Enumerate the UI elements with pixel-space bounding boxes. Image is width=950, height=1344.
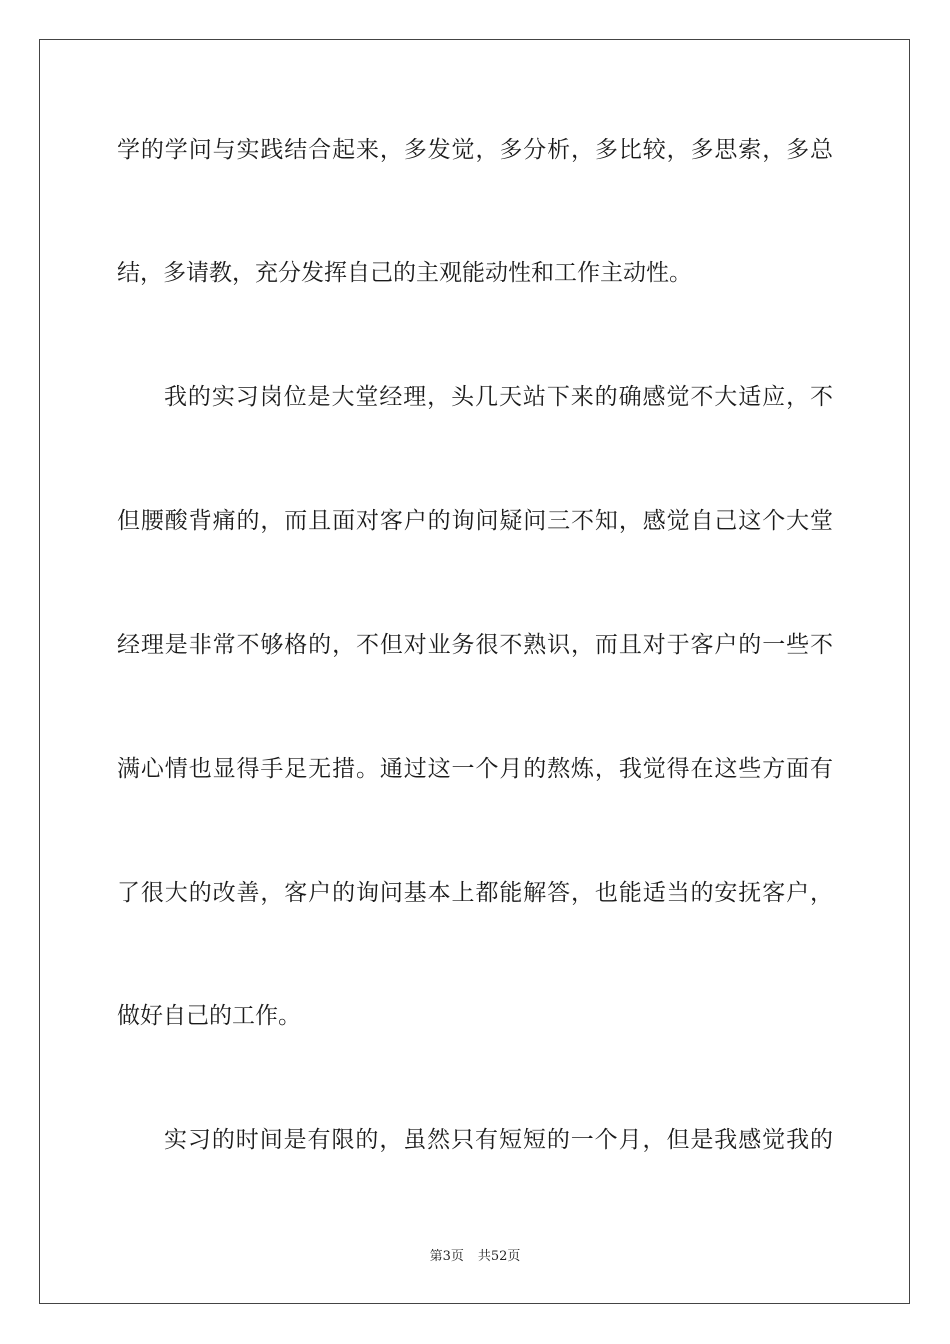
text-line: 但腰酸背痛的，而且面对客户的询问疑问三不知，感觉自己这个大堂 xyxy=(117,508,833,534)
text-line: 我的实习岗位是大堂经理，头几天站下来的确感觉不大适应，不 xyxy=(164,384,833,410)
text-line: 经理是非常不够格的，不但对业务很不熟识，而且对于客户的一些不 xyxy=(117,632,833,658)
text-line: 实习的时间是有限的，虽然只有短短的一个月，但是我感觉我的 xyxy=(164,1127,833,1153)
text-line: 学的学问与实践结合起来，多发觉，多分析，多比较，多思索，多总 xyxy=(117,137,833,163)
text-line: 结，多请教，充分发挥自己的主观能动性和工作主动性。 xyxy=(117,260,692,286)
page-frame xyxy=(39,39,910,1304)
text-line: 了很大的改善，客户的询问基本上都能解答，也能适当的安抚客户， xyxy=(117,880,833,906)
total-pages: 共52页 xyxy=(477,1249,521,1264)
page-number: 第3页 xyxy=(429,1249,464,1264)
text-line: 满心情也显得手足无措。通过这一个月的熬炼，我觉得在这些方面有 xyxy=(117,756,833,782)
text-line: 做好自己的工作。 xyxy=(117,1003,301,1029)
page-footer xyxy=(0,1248,950,1266)
